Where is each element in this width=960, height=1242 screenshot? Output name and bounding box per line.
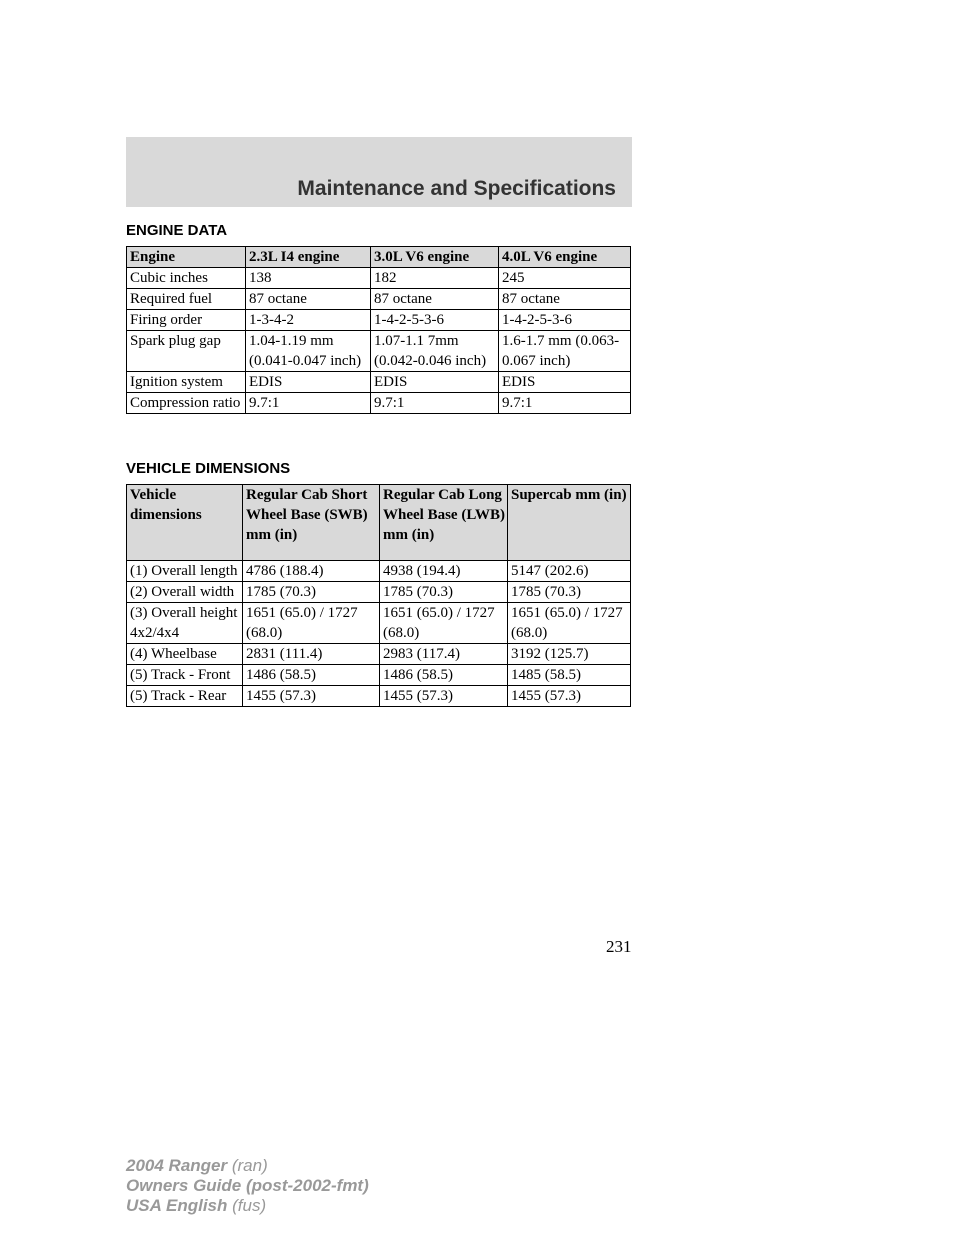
table-cell: 1785 (70.3) (380, 582, 508, 603)
row-label: (3) Overall height 4x2/4x4 (127, 603, 243, 644)
table-cell: 2983 (117.4) (380, 644, 508, 665)
row-label: Cubic inches (127, 268, 246, 289)
row-label: Required fuel (127, 289, 246, 310)
column-header: 4.0L V6 engine (499, 247, 631, 268)
table-cell: 1.04-1.19 mm (0.041-0.047 inch) (246, 331, 371, 372)
row-label: Compression ratio (127, 393, 246, 414)
table-row (127, 665, 631, 686)
page-number: 231 (606, 937, 632, 956)
table-cell: 182 (371, 268, 499, 289)
table-cell: 9.7:1 (246, 393, 371, 414)
table-row (127, 331, 631, 372)
footer-language: USA English (126, 1196, 228, 1215)
table-cell: 1455 (57.3) (508, 686, 631, 707)
table-row (127, 310, 631, 331)
document-footer (126, 1156, 369, 1216)
row-label: Firing order (127, 310, 246, 331)
table-cell: 1651 (65.0) / 1727 (68.0) (380, 603, 508, 644)
table-cell: 1785 (70.3) (508, 582, 631, 603)
table-row (127, 393, 631, 414)
table-cell: EDIS (246, 372, 371, 393)
engine-data-table (126, 246, 631, 414)
table-cell: 1651 (65.0) / 1727 (68.0) (243, 603, 380, 644)
table-cell: 245 (499, 268, 631, 289)
column-header: Regular Cab Short Wheel Base (SWB) mm (in) (243, 485, 380, 561)
table-cell: 1-4-2-5-3-6 (499, 310, 631, 331)
table-cell: 1.07-1.1 7mm (0.042-0.046 inch) (371, 331, 499, 372)
footer-line (126, 1196, 369, 1216)
column-header: 2.3L I4 engine (246, 247, 371, 268)
table-cell: 138 (246, 268, 371, 289)
engine-data-title: ENGINE DATA (126, 222, 228, 239)
table-cell: 87 octane (246, 289, 371, 310)
vehicle-dimensions-table (126, 484, 631, 707)
table-row (127, 686, 631, 707)
footer-model: 2004 Ranger (126, 1156, 228, 1175)
table-row (127, 268, 631, 289)
table-cell: 1-4-2-5-3-6 (371, 310, 499, 331)
table-cell: 1485 (58.5) (508, 665, 631, 686)
table-cell: 87 octane (371, 289, 499, 310)
row-label: (5) Track - Rear (127, 686, 243, 707)
table-cell: 1785 (70.3) (243, 582, 380, 603)
table-cell: 1.6-1.7 mm (0.063-0.067 inch) (499, 331, 631, 372)
row-label: Spark plug gap (127, 331, 246, 372)
vehicle-dimensions-title: VEHICLE DIMENSIONS (126, 460, 291, 477)
column-header: Vehicle dimensions (127, 485, 243, 561)
table-cell: EDIS (499, 372, 631, 393)
table-cell: 5147 (202.6) (508, 561, 631, 582)
table-row (127, 289, 631, 310)
column-header: Engine (127, 247, 246, 268)
footer-line (126, 1156, 369, 1176)
table-cell: 2831 (111.4) (243, 644, 380, 665)
table-cell: 9.7:1 (371, 393, 499, 414)
table-row (127, 582, 631, 603)
table-row (127, 372, 631, 393)
table-cell: 1-3-4-2 (246, 310, 371, 331)
row-label: (4) Wheelbase (127, 644, 243, 665)
row-label: Ignition system (127, 372, 246, 393)
table-cell: 4938 (194.4) (380, 561, 508, 582)
table-cell: 3192 (125.7) (508, 644, 631, 665)
table-cell: 4786 (188.4) (243, 561, 380, 582)
footer-line (126, 1176, 369, 1196)
table-row (127, 603, 631, 644)
section-header-title: Maintenance and Specifications (297, 177, 616, 200)
footer-model-code: (ran) (231, 1156, 268, 1175)
column-header: Supercab mm (in) (508, 485, 631, 561)
table-cell: EDIS (371, 372, 499, 393)
row-label: (2) Overall width (127, 582, 243, 603)
table-header-row (127, 485, 631, 561)
row-label: (1) Overall length (127, 561, 243, 582)
column-header: 3.0L V6 engine (371, 247, 499, 268)
table-cell: 87 octane (499, 289, 631, 310)
table-header-row (127, 247, 631, 268)
table-cell: 9.7:1 (499, 393, 631, 414)
row-label: (5) Track - Front (127, 665, 243, 686)
table-row (127, 644, 631, 665)
table-cell: 1455 (57.3) (380, 686, 508, 707)
table-cell: 1486 (58.5) (380, 665, 508, 686)
table-row (127, 561, 631, 582)
footer-language-code: (fus) (232, 1196, 267, 1215)
section-header-band (126, 137, 632, 207)
footer-guide: Owners Guide (post-2002-fmt) (126, 1176, 369, 1195)
table-cell: 1486 (58.5) (243, 665, 380, 686)
table-cell: 1455 (57.3) (243, 686, 380, 707)
table-cell: 1651 (65.0) / 1727 (68.0) (508, 603, 631, 644)
column-header: Regular Cab Long Wheel Base (LWB) mm (in) (380, 485, 508, 561)
